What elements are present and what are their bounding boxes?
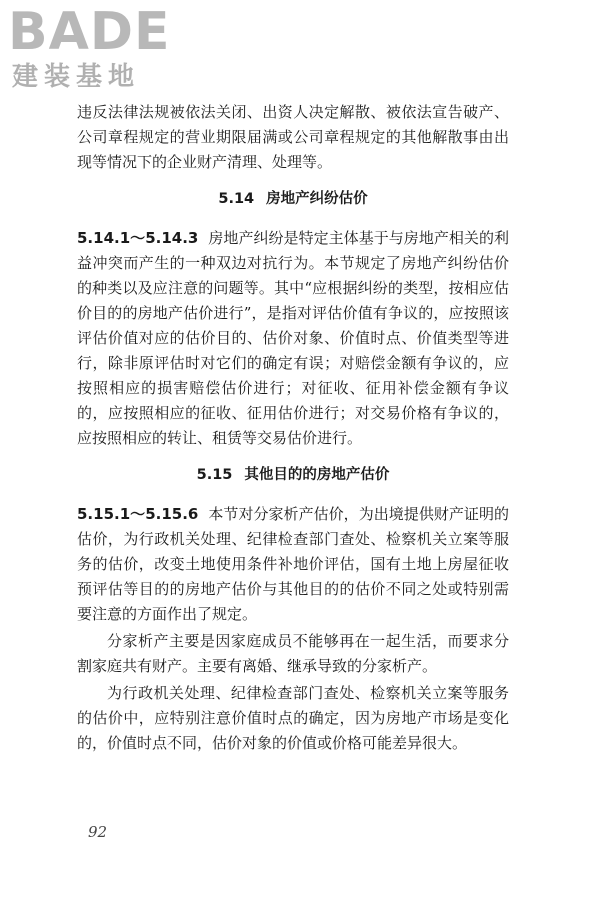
clause-number: 5.14.1～5.14.3 bbox=[77, 229, 199, 247]
clause-number: 5.15.1～5.15.6 bbox=[77, 505, 199, 523]
page-number: 92 bbox=[88, 823, 108, 841]
page-body bbox=[77, 100, 509, 756]
section-number: 5.15 bbox=[196, 467, 233, 483]
section-title: 其他目的的房地产估价 bbox=[244, 467, 390, 483]
logo-subtitle: 建装基地 bbox=[12, 62, 141, 92]
section-heading-5-14 bbox=[77, 187, 509, 212]
paragraph-family-division: 分家析产主要是因家庭成员不能够再在一起生活，而要求分割家庭共有财产。主要有离婚、继承导致的分家析产。 bbox=[77, 632, 509, 675]
logo bbox=[8, 4, 183, 94]
section-heading-5-15 bbox=[77, 463, 509, 488]
intro-paragraph: 违反法律法规被依法关闭、出资人决定解散、被依法宣告破产、公司章程规定的营业期限届满或公司章程规定的其他解散事由出现等情况下的企业财产清理、处理等。 bbox=[77, 103, 509, 171]
clause-paragraph-5-15 bbox=[77, 502, 509, 627]
paragraph-administrative: 为行政机关处理、纪律检查部门查处、检察机关立案等服务的估价中，应特别注意价值时点的确定，因为房地产市场是变化的，价值时点不同，估价对象的价值或价格可能差异很大。 bbox=[77, 684, 509, 752]
clause-text: 房地产纠纷是特定主体基于与房地产相关的利益冲突而产生的一种双边对抗行为。本节规定了房地产纠纷估价的种类以及应注意的问题等。其中“应根据纠纷的类型，按相应估价目的的房地产估价进行”，是指对评估价值有争议的，应按照该评估价值对应的估价目的、估价对象、价值时点、价值类型等进行，除非原评估时对它们的确定有误；对赔偿金额有争议的，应按照相应的损害赔偿估价进行；对征收、征用补偿金额有争议的，应按照相应的征收、征用估价进行；对交易价格有争议的，应按照相应的转让、租赁等交易估价进行。 bbox=[77, 229, 509, 447]
clause-paragraph-5-14 bbox=[77, 226, 509, 451]
section-number: 5.14 bbox=[218, 191, 255, 207]
logo-brand: BADE bbox=[8, 2, 171, 62]
clause-text: 本节对分家析产估价，为出境提供财产证明的估价，为行政机关处理、纪律检查部门查处、检察机关立案等服务的估价，改变土地使用条件补地价评估，国有土地上房屋征收预评估等目的的房地产估价与其他目的的估价不同之处或特别需要注意的方面作出了规定。 bbox=[77, 505, 509, 623]
section-title: 房地产纠纷估价 bbox=[266, 191, 368, 207]
